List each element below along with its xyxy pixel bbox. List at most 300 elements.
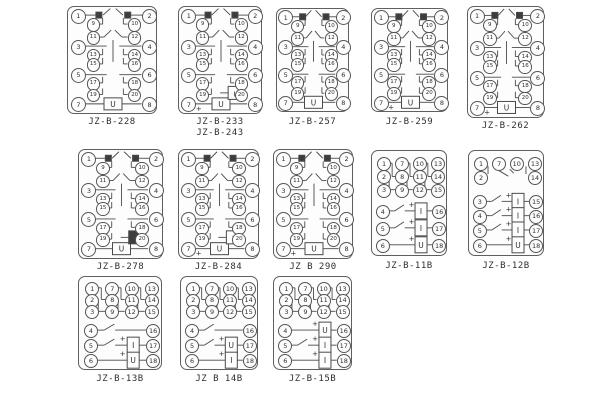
terminal-8: 8 bbox=[149, 242, 164, 257]
panel-label-jz-b-290: JZ B 290 bbox=[289, 262, 337, 272]
panel-label-jz-b-233-243-2: JZ-B-243 bbox=[196, 128, 244, 138]
terminal-14: 14 bbox=[235, 49, 249, 63]
terminal-19: 19 bbox=[196, 89, 210, 103]
coil-label: U bbox=[110, 99, 116, 109]
terminal-5: 5 bbox=[84, 339, 98, 353]
terminal-1: 1 bbox=[278, 10, 293, 25]
terminal-11: 11 bbox=[125, 294, 139, 308]
terminal-2: 2 bbox=[149, 152, 164, 167]
terminal-8: 8 bbox=[142, 97, 157, 112]
terminal-9: 9 bbox=[96, 162, 110, 176]
terminal-16: 16 bbox=[135, 202, 149, 216]
terminal-6: 6 bbox=[84, 354, 98, 368]
terminal-17: 17 bbox=[529, 224, 543, 238]
terminal-13: 13 bbox=[336, 282, 350, 296]
terminal-19: 19 bbox=[96, 233, 110, 247]
terminal-11: 11 bbox=[96, 175, 110, 189]
terminal-16: 16 bbox=[422, 58, 436, 72]
terminal-7: 7 bbox=[374, 96, 389, 111]
panel-label-jz-b-284: JZ-B-284 bbox=[194, 262, 243, 272]
terminal-16: 16 bbox=[325, 58, 339, 72]
polarity-plus: + bbox=[119, 350, 126, 359]
terminal-15: 15 bbox=[96, 202, 110, 216]
polarity-plus: + bbox=[408, 217, 415, 226]
coil-label: U bbox=[322, 326, 328, 336]
coil-label: I bbox=[516, 211, 520, 221]
terminal-17: 17 bbox=[146, 339, 160, 353]
terminal-9: 9 bbox=[196, 18, 210, 32]
polarity-plus: + bbox=[119, 335, 126, 344]
terminal-9: 9 bbox=[87, 18, 101, 32]
terminal-12: 12 bbox=[128, 31, 142, 45]
terminal-14: 14 bbox=[518, 51, 532, 65]
terminal-3: 3 bbox=[377, 184, 391, 198]
panel-label-jz-b-233-243: JZ-B-233 bbox=[196, 117, 244, 127]
terminal-1: 1 bbox=[181, 9, 196, 24]
contact-block bbox=[230, 155, 236, 161]
terminal-16: 16 bbox=[146, 324, 160, 338]
terminal-13: 13 bbox=[96, 193, 110, 207]
terminal-12: 12 bbox=[325, 32, 339, 46]
terminal-19: 19 bbox=[195, 233, 209, 247]
terminal-7: 7 bbox=[278, 96, 293, 111]
terminal-11: 11 bbox=[413, 170, 427, 184]
polarity-plus: + bbox=[505, 191, 512, 200]
terminal-11: 11 bbox=[317, 294, 331, 308]
polarity-plus: + bbox=[195, 249, 202, 258]
terminal-1: 1 bbox=[377, 157, 391, 171]
terminal-19: 19 bbox=[387, 87, 401, 101]
terminal-18: 18 bbox=[529, 239, 543, 253]
terminal-6: 6 bbox=[473, 239, 487, 253]
terminal-10: 10 bbox=[325, 20, 339, 34]
terminal-8: 8 bbox=[395, 170, 409, 184]
terminal-13: 13 bbox=[431, 157, 445, 171]
terminal-7: 7 bbox=[181, 242, 196, 257]
terminal-17: 17 bbox=[432, 222, 446, 236]
terminal-18: 18 bbox=[325, 76, 339, 90]
terminal-13: 13 bbox=[528, 157, 542, 171]
terminal-10: 10 bbox=[125, 282, 139, 296]
panel-label-jz-b-228: JZ-B-228 bbox=[88, 117, 136, 127]
contact-block bbox=[133, 155, 139, 161]
coil-label: U bbox=[311, 244, 317, 254]
terminal-14: 14 bbox=[128, 49, 142, 63]
terminal-13: 13 bbox=[483, 51, 497, 65]
terminal-2: 2 bbox=[279, 294, 293, 308]
terminal-4: 4 bbox=[278, 324, 292, 338]
coil-label: U bbox=[228, 341, 235, 351]
relay-panel-jz-b-259 bbox=[371, 8, 448, 112]
coil-label: U bbox=[503, 103, 510, 113]
terminal-5: 5 bbox=[278, 339, 292, 353]
terminal-16: 16 bbox=[337, 324, 351, 338]
contact-block bbox=[125, 12, 131, 18]
terminal-20: 20 bbox=[235, 89, 249, 103]
terminal-16: 16 bbox=[432, 205, 446, 219]
terminal-15: 15 bbox=[431, 184, 445, 198]
terminal-4: 4 bbox=[336, 40, 351, 55]
polarity-plus: + bbox=[218, 350, 225, 359]
terminal-18: 18 bbox=[337, 354, 351, 368]
terminal-6: 6 bbox=[339, 212, 354, 227]
terminal-8: 8 bbox=[248, 97, 263, 112]
terminal-13: 13 bbox=[195, 193, 209, 207]
terminal-3: 3 bbox=[278, 40, 293, 55]
terminal-6: 6 bbox=[278, 354, 292, 368]
terminal-10: 10 bbox=[223, 282, 237, 296]
terminal-8: 8 bbox=[298, 294, 312, 308]
terminal-15: 15 bbox=[290, 202, 304, 216]
terminal-18: 18 bbox=[432, 239, 446, 253]
contact-block bbox=[492, 12, 498, 18]
polarity-plus: + bbox=[218, 335, 225, 344]
terminal-1: 1 bbox=[279, 282, 293, 296]
terminal-17: 17 bbox=[290, 222, 304, 236]
terminal-15: 15 bbox=[87, 58, 101, 72]
panel-label-jz-b-12b: JZ-B-12B bbox=[482, 261, 530, 271]
terminal-11: 11 bbox=[87, 31, 101, 45]
relay-panel-jz-b-11b bbox=[371, 150, 447, 256]
terminal-3: 3 bbox=[276, 183, 291, 198]
terminal-13: 13 bbox=[387, 49, 401, 63]
terminal-2: 2 bbox=[248, 9, 263, 24]
terminal-14: 14 bbox=[325, 49, 339, 63]
terminal-3: 3 bbox=[181, 183, 196, 198]
terminal-11: 11 bbox=[223, 294, 237, 308]
terminal-13: 13 bbox=[290, 193, 304, 207]
terminal-11: 11 bbox=[483, 32, 497, 46]
terminal-12: 12 bbox=[327, 175, 341, 189]
terminal-17: 17 bbox=[243, 339, 257, 353]
terminal-3: 3 bbox=[181, 40, 196, 55]
terminal-4: 4 bbox=[434, 40, 449, 55]
terminal-7: 7 bbox=[276, 242, 291, 257]
terminal-7: 7 bbox=[395, 157, 409, 171]
terminal-11: 11 bbox=[387, 32, 401, 46]
coil-label: I bbox=[419, 223, 423, 233]
terminal-8: 8 bbox=[339, 242, 354, 257]
terminal-18: 18 bbox=[128, 77, 142, 91]
terminal-10: 10 bbox=[422, 20, 436, 34]
terminal-1: 1 bbox=[470, 9, 485, 24]
polarity-plus: + bbox=[312, 320, 319, 329]
terminal-5: 5 bbox=[185, 339, 199, 353]
contact-block bbox=[421, 14, 427, 20]
polarity-plus: + bbox=[388, 103, 395, 112]
terminal-13: 13 bbox=[196, 49, 210, 63]
terminal-9: 9 bbox=[387, 20, 401, 34]
relay-panel-jz-b-13b bbox=[78, 276, 162, 370]
terminal-16: 16 bbox=[232, 202, 246, 216]
panel-label-jz-b-278: JZ-B-278 bbox=[96, 262, 145, 272]
terminal-3: 3 bbox=[85, 305, 99, 319]
terminal-12: 12 bbox=[135, 175, 149, 189]
terminal-4: 4 bbox=[530, 41, 545, 56]
terminal-18: 18 bbox=[518, 80, 532, 94]
terminal-19: 19 bbox=[483, 92, 497, 106]
terminal-18: 18 bbox=[327, 222, 341, 236]
terminal-2: 2 bbox=[85, 294, 99, 308]
terminal-17: 17 bbox=[195, 222, 209, 236]
terminal-2: 2 bbox=[336, 10, 351, 25]
contact-block bbox=[205, 12, 211, 18]
terminal-18: 18 bbox=[422, 76, 436, 90]
terminal-4: 4 bbox=[142, 40, 157, 55]
contact-block bbox=[517, 12, 523, 18]
terminal-6: 6 bbox=[530, 71, 545, 86]
contact-block bbox=[300, 14, 306, 20]
relay-panel-jz-b-228 bbox=[67, 6, 157, 114]
terminal-7: 7 bbox=[81, 242, 96, 257]
terminal-17: 17 bbox=[87, 77, 101, 91]
terminal-8: 8 bbox=[530, 101, 545, 116]
contact-block bbox=[396, 14, 402, 20]
terminal-5: 5 bbox=[181, 212, 196, 227]
relay-panel-jz-b-278 bbox=[78, 149, 163, 259]
terminal-15: 15 bbox=[291, 58, 305, 72]
terminal-11: 11 bbox=[196, 31, 210, 45]
terminal-15: 15 bbox=[336, 305, 350, 319]
polarity-plus: + bbox=[290, 249, 297, 258]
panel-label-jz-b-13b: JZ-B-13B bbox=[96, 374, 144, 384]
terminal-8: 8 bbox=[105, 294, 119, 308]
terminal-1: 1 bbox=[85, 282, 99, 296]
terminal-9: 9 bbox=[291, 20, 305, 34]
terminal-4: 4 bbox=[339, 183, 354, 198]
terminal-13: 13 bbox=[242, 282, 256, 296]
terminal-8: 8 bbox=[336, 96, 351, 111]
coil-label: U bbox=[515, 240, 521, 250]
terminal-2: 2 bbox=[339, 152, 354, 167]
relay-panel-jz-b-12b bbox=[468, 150, 544, 256]
terminal-9: 9 bbox=[395, 184, 409, 198]
terminal-7: 7 bbox=[470, 101, 485, 116]
terminal-2: 2 bbox=[474, 171, 488, 185]
terminal-4: 4 bbox=[245, 183, 260, 198]
terminal-17: 17 bbox=[337, 339, 351, 353]
contact-block bbox=[232, 12, 238, 18]
terminal-14: 14 bbox=[431, 170, 445, 184]
panel-label-jz-b-15b: JZ-B-15B bbox=[288, 374, 337, 384]
coil-label: U bbox=[130, 356, 136, 366]
terminal-15: 15 bbox=[195, 202, 209, 216]
terminal-3: 3 bbox=[186, 305, 200, 319]
terminal-19: 19 bbox=[87, 89, 101, 103]
terminal-20: 20 bbox=[518, 92, 532, 106]
terminal-14: 14 bbox=[528, 171, 542, 185]
polarity-plus: + bbox=[505, 205, 512, 214]
terminal-10: 10 bbox=[135, 162, 149, 176]
coil-label: U bbox=[218, 99, 224, 109]
terminal-4: 4 bbox=[376, 205, 390, 219]
terminal-5: 5 bbox=[374, 68, 389, 83]
terminal-20: 20 bbox=[232, 233, 246, 247]
terminal-18: 18 bbox=[232, 222, 246, 236]
terminal-4: 4 bbox=[248, 40, 263, 55]
terminal-14: 14 bbox=[422, 49, 436, 63]
terminal-8: 8 bbox=[434, 96, 449, 111]
terminal-14: 14 bbox=[232, 193, 246, 207]
terminal-10: 10 bbox=[518, 19, 532, 33]
terminal-16: 16 bbox=[529, 210, 543, 224]
terminal-3: 3 bbox=[470, 41, 485, 56]
coil-label: U bbox=[418, 240, 424, 250]
terminal-13: 13 bbox=[87, 49, 101, 63]
terminal-8: 8 bbox=[245, 242, 260, 257]
coil-label: I bbox=[323, 356, 327, 366]
terminal-10: 10 bbox=[235, 18, 249, 32]
relay-panel-jz-b-15b bbox=[273, 276, 352, 370]
contact-block bbox=[323, 14, 329, 20]
terminal-6: 6 bbox=[434, 68, 449, 83]
terminal-16: 16 bbox=[128, 58, 142, 72]
terminal-17: 17 bbox=[96, 222, 110, 236]
terminal-10: 10 bbox=[232, 162, 246, 176]
terminal-7: 7 bbox=[492, 157, 506, 171]
terminal-2: 2 bbox=[530, 9, 545, 24]
terminal-16: 16 bbox=[243, 324, 257, 338]
terminal-19: 19 bbox=[290, 233, 304, 247]
panel-label-jz-b-259: JZ-B-259 bbox=[385, 117, 434, 127]
terminal-9: 9 bbox=[290, 162, 304, 176]
terminal-11: 11 bbox=[290, 175, 304, 189]
terminal-5: 5 bbox=[81, 212, 96, 227]
terminal-7: 7 bbox=[181, 97, 196, 112]
terminal-9: 9 bbox=[298, 305, 312, 319]
relay-panel-jz-b-284 bbox=[178, 149, 259, 259]
contact-block bbox=[105, 155, 111, 161]
coil-label: U bbox=[310, 98, 317, 108]
terminal-2: 2 bbox=[142, 9, 157, 24]
terminal-16: 16 bbox=[518, 60, 532, 74]
terminal-1: 1 bbox=[186, 282, 200, 296]
terminal-14: 14 bbox=[145, 294, 159, 308]
terminal-3: 3 bbox=[279, 305, 293, 319]
terminal-6: 6 bbox=[245, 212, 260, 227]
terminal-20: 20 bbox=[325, 87, 339, 101]
terminal-12: 12 bbox=[422, 32, 436, 46]
terminal-9: 9 bbox=[195, 162, 209, 176]
polarity-plus: + bbox=[408, 234, 415, 243]
polarity-plus: + bbox=[484, 108, 491, 117]
terminal-15: 15 bbox=[145, 305, 159, 319]
polarity-plus: + bbox=[505, 234, 512, 243]
terminal-12: 12 bbox=[125, 305, 139, 319]
terminal-6: 6 bbox=[336, 68, 351, 83]
contact-block bbox=[299, 155, 305, 161]
coil-label: I bbox=[419, 206, 423, 216]
terminal-11: 11 bbox=[291, 32, 305, 46]
terminal-12: 12 bbox=[223, 305, 237, 319]
terminal-13: 13 bbox=[291, 49, 305, 63]
terminal-5: 5 bbox=[473, 224, 487, 238]
terminal-3: 3 bbox=[81, 183, 96, 198]
terminal-17: 17 bbox=[196, 77, 210, 91]
terminal-15: 15 bbox=[483, 60, 497, 74]
terminal-17: 17 bbox=[291, 76, 305, 90]
polarity-plus: + bbox=[408, 200, 415, 209]
terminal-5: 5 bbox=[276, 212, 291, 227]
terminal-18: 18 bbox=[135, 222, 149, 236]
terminal-7: 7 bbox=[105, 282, 119, 296]
terminal-7: 7 bbox=[205, 282, 219, 296]
terminal-6: 6 bbox=[142, 68, 157, 83]
terminal-8: 8 bbox=[205, 294, 219, 308]
terminal-3: 3 bbox=[374, 40, 389, 55]
terminal-16: 16 bbox=[235, 58, 249, 72]
terminal-9: 9 bbox=[205, 305, 219, 319]
contact-block bbox=[324, 155, 330, 161]
panel-label-jz-b-11b: JZ-B-11B bbox=[385, 261, 433, 271]
terminal-1: 1 bbox=[181, 152, 196, 167]
terminal-15: 15 bbox=[196, 58, 210, 72]
terminal-5: 5 bbox=[181, 68, 196, 83]
terminal-15: 15 bbox=[387, 58, 401, 72]
contact-block bbox=[204, 155, 210, 161]
terminal-10: 10 bbox=[128, 18, 142, 32]
terminal-6: 6 bbox=[185, 354, 199, 368]
terminal-1: 1 bbox=[71, 9, 86, 24]
terminal-9: 9 bbox=[105, 305, 119, 319]
coil-label: I bbox=[230, 356, 233, 366]
contact-block bbox=[96, 12, 102, 18]
terminal-4: 4 bbox=[149, 183, 164, 198]
relay-panel-jz-b-290 bbox=[273, 149, 353, 259]
terminal-14: 14 bbox=[242, 294, 256, 308]
terminal-9: 9 bbox=[483, 19, 497, 33]
terminal-4: 4 bbox=[473, 210, 487, 224]
terminal-18: 18 bbox=[243, 354, 257, 368]
panel-label-jz-b-14b: JZ B 14B bbox=[195, 374, 243, 384]
coil-label: U bbox=[407, 98, 414, 108]
terminal-16: 16 bbox=[327, 202, 341, 216]
terminal-6: 6 bbox=[149, 212, 164, 227]
coil-label: I bbox=[516, 225, 520, 235]
terminal-17: 17 bbox=[387, 76, 401, 90]
terminal-6: 6 bbox=[248, 68, 263, 83]
terminal-15: 15 bbox=[242, 305, 256, 319]
coil-label: U bbox=[118, 244, 125, 254]
terminal-10: 10 bbox=[413, 157, 427, 171]
terminal-3: 3 bbox=[71, 40, 86, 55]
panel-label-jz-b-257: JZ-B-257 bbox=[288, 117, 337, 127]
terminal-20: 20 bbox=[128, 89, 142, 103]
terminal-6: 6 bbox=[376, 239, 390, 253]
terminal-11: 11 bbox=[195, 175, 209, 189]
terminal-2: 2 bbox=[245, 152, 260, 167]
terminal-12: 12 bbox=[235, 31, 249, 45]
coil-label: I bbox=[516, 197, 520, 207]
terminal-12: 12 bbox=[232, 175, 246, 189]
terminal-2: 2 bbox=[434, 10, 449, 25]
terminal-10: 10 bbox=[327, 162, 341, 176]
panel-label-jz-b-262: JZ-B-262 bbox=[481, 121, 530, 131]
terminal-5: 5 bbox=[71, 68, 86, 83]
terminal-1: 1 bbox=[81, 152, 96, 167]
terminal-4: 4 bbox=[84, 324, 98, 338]
relay-panel-jz-b-233-243 bbox=[178, 6, 262, 114]
polarity-plus: + bbox=[195, 104, 202, 113]
terminal-20: 20 bbox=[135, 233, 149, 247]
terminal-4: 4 bbox=[185, 324, 199, 338]
terminal-5: 5 bbox=[470, 71, 485, 86]
terminal-1: 1 bbox=[474, 157, 488, 171]
terminal-7: 7 bbox=[71, 97, 86, 112]
terminal-18: 18 bbox=[146, 354, 160, 368]
terminal-12: 12 bbox=[413, 184, 427, 198]
terminal-14: 14 bbox=[336, 294, 350, 308]
